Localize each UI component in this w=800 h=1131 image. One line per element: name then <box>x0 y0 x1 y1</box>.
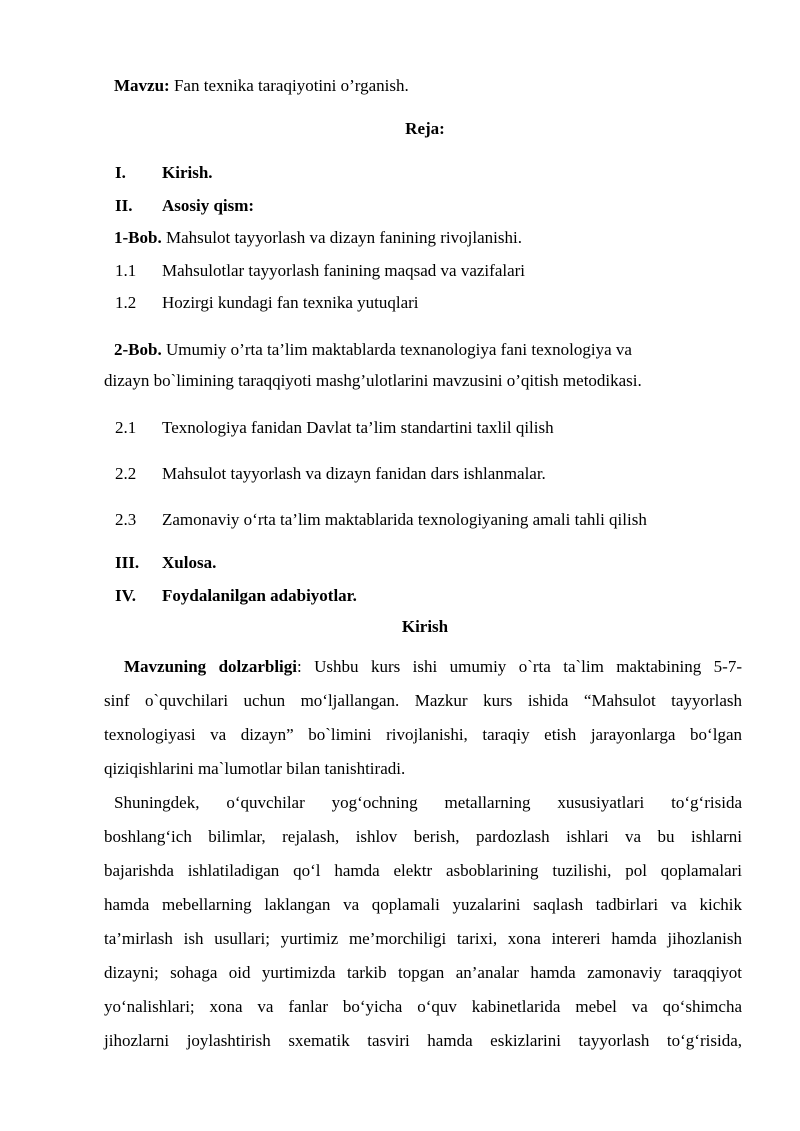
outline-num: III. <box>115 553 140 572</box>
outline-num: II. <box>115 196 133 215</box>
relevance-label: Mavzuning dolzarbligi <box>124 657 297 676</box>
chapter1-heading <box>114 228 522 248</box>
relevance-line4: qiziqishlarini ma`lumotlar bilan tanishtiradi. <box>104 759 406 778</box>
relevance-line2: sinf o`quvchilari uchun mo‘ljallangan. Mazkur kurs ishida “Mahsulot tayyorlash <box>104 691 742 710</box>
relevance-line3: texnologiyasi va dizayn” bo`limini rivojlanishi, taraqiy etish jarayonlarga bo‘lgan <box>104 725 742 744</box>
item-num: 1.1 <box>115 261 137 280</box>
paragraph-line: ta’mirlash ish usullari; yurtimiz me’morchiligi tarixi, xona intereri hamda jihozlanish <box>104 929 742 948</box>
topic-line <box>114 76 409 96</box>
item-num: 2.2 <box>115 464 137 483</box>
relevance-text: : Ushbu kurs ishi umumiy o`rta ta`lim maktabining 5-7- <box>297 657 742 676</box>
chapter1-text: Mahsulot tayyorlash va dizayn fanining rivojlanishi. <box>161 228 522 247</box>
item-text: Zamonaviy o‘rta ta’lim maktablarida texnologiyaning amali tahli qilish <box>162 510 647 529</box>
chapter2-heading <box>114 340 632 360</box>
outline-text: Foydalanilgan adabiyotlar. <box>162 586 357 605</box>
paragraph-line: yo‘nalishlari; xona va fanlar bo‘yicha o‘quv kabinetlarida mebel va qo‘shimcha <box>104 997 742 1016</box>
outline-text: Kirish. <box>162 163 213 182</box>
plan-title: Reja: <box>405 119 445 138</box>
outline-num: IV. <box>115 586 136 605</box>
paragraph-line: Shuningdek, o‘quvchilar yog‘ochning metallarning xususiyatlari to‘g‘risida <box>114 793 742 812</box>
chapter2-line2: dizayn bo`limining taraqqiyoti mashg’ulotlarini mavzusini o’qitish metodikasi. <box>104 371 642 390</box>
outline-num: I. <box>115 163 126 182</box>
item-text: Texnologiya fanidan Davlat ta’lim standartini taxlil qilish <box>162 418 554 437</box>
outline-text: Asosiy qism: <box>162 196 255 215</box>
item-text: Hozirgi kundagi fan texnika yutuqlari <box>162 293 419 312</box>
item-text: Mahsulot tayyorlash va dizayn fanidan dars ishlanmalar. <box>162 464 546 483</box>
item-text: Mahsulotlar tayyorlash fanining maqsad va vazifalari <box>162 261 526 280</box>
topic-label: Mavzu: <box>114 76 170 95</box>
intro-title: Kirish <box>401 617 449 636</box>
chapter1-label: 1-Bob. <box>114 228 162 247</box>
topic-text: Fan texnika taraqiyotini o’rganish. <box>169 76 409 95</box>
outline-text: Xulosa. <box>162 553 217 572</box>
relevance-line1 <box>124 657 742 677</box>
item-num: 1.2 <box>115 293 137 312</box>
item-num: 2.3 <box>115 510 137 529</box>
paragraph-line: bajarishda ishlatiladigan qo‘l hamda elektr asboblarining tuzilishi, pol qoplamalari <box>104 861 742 880</box>
paragraph-line: dizayni; sohaga oid yurtimizda tarkib topgan an’analar hamda zamonaviy taraqqiyot <box>104 963 742 982</box>
chapter2-line1: Umumiy o’rta ta’lim maktablarda texnanologiya fani texnologiya va <box>161 340 632 359</box>
chapter2-label: 2-Bob. <box>114 340 162 359</box>
item-num: 2.1 <box>115 418 137 437</box>
paragraph-line: jihozlarni joylashtirish sxematik tasviri hamda eskizlarini tayyorlash to‘g‘risida, <box>104 1031 742 1050</box>
paragraph-line: boshlang‘ich bilimlar, rejalash, ishlov berish, pardozlash ishlari va bu ishlarni <box>104 827 742 846</box>
paragraph-line: hamda mebellarning laklangan va qoplamali yuzalarini saqlash tadbirlari va kichik <box>104 895 742 914</box>
